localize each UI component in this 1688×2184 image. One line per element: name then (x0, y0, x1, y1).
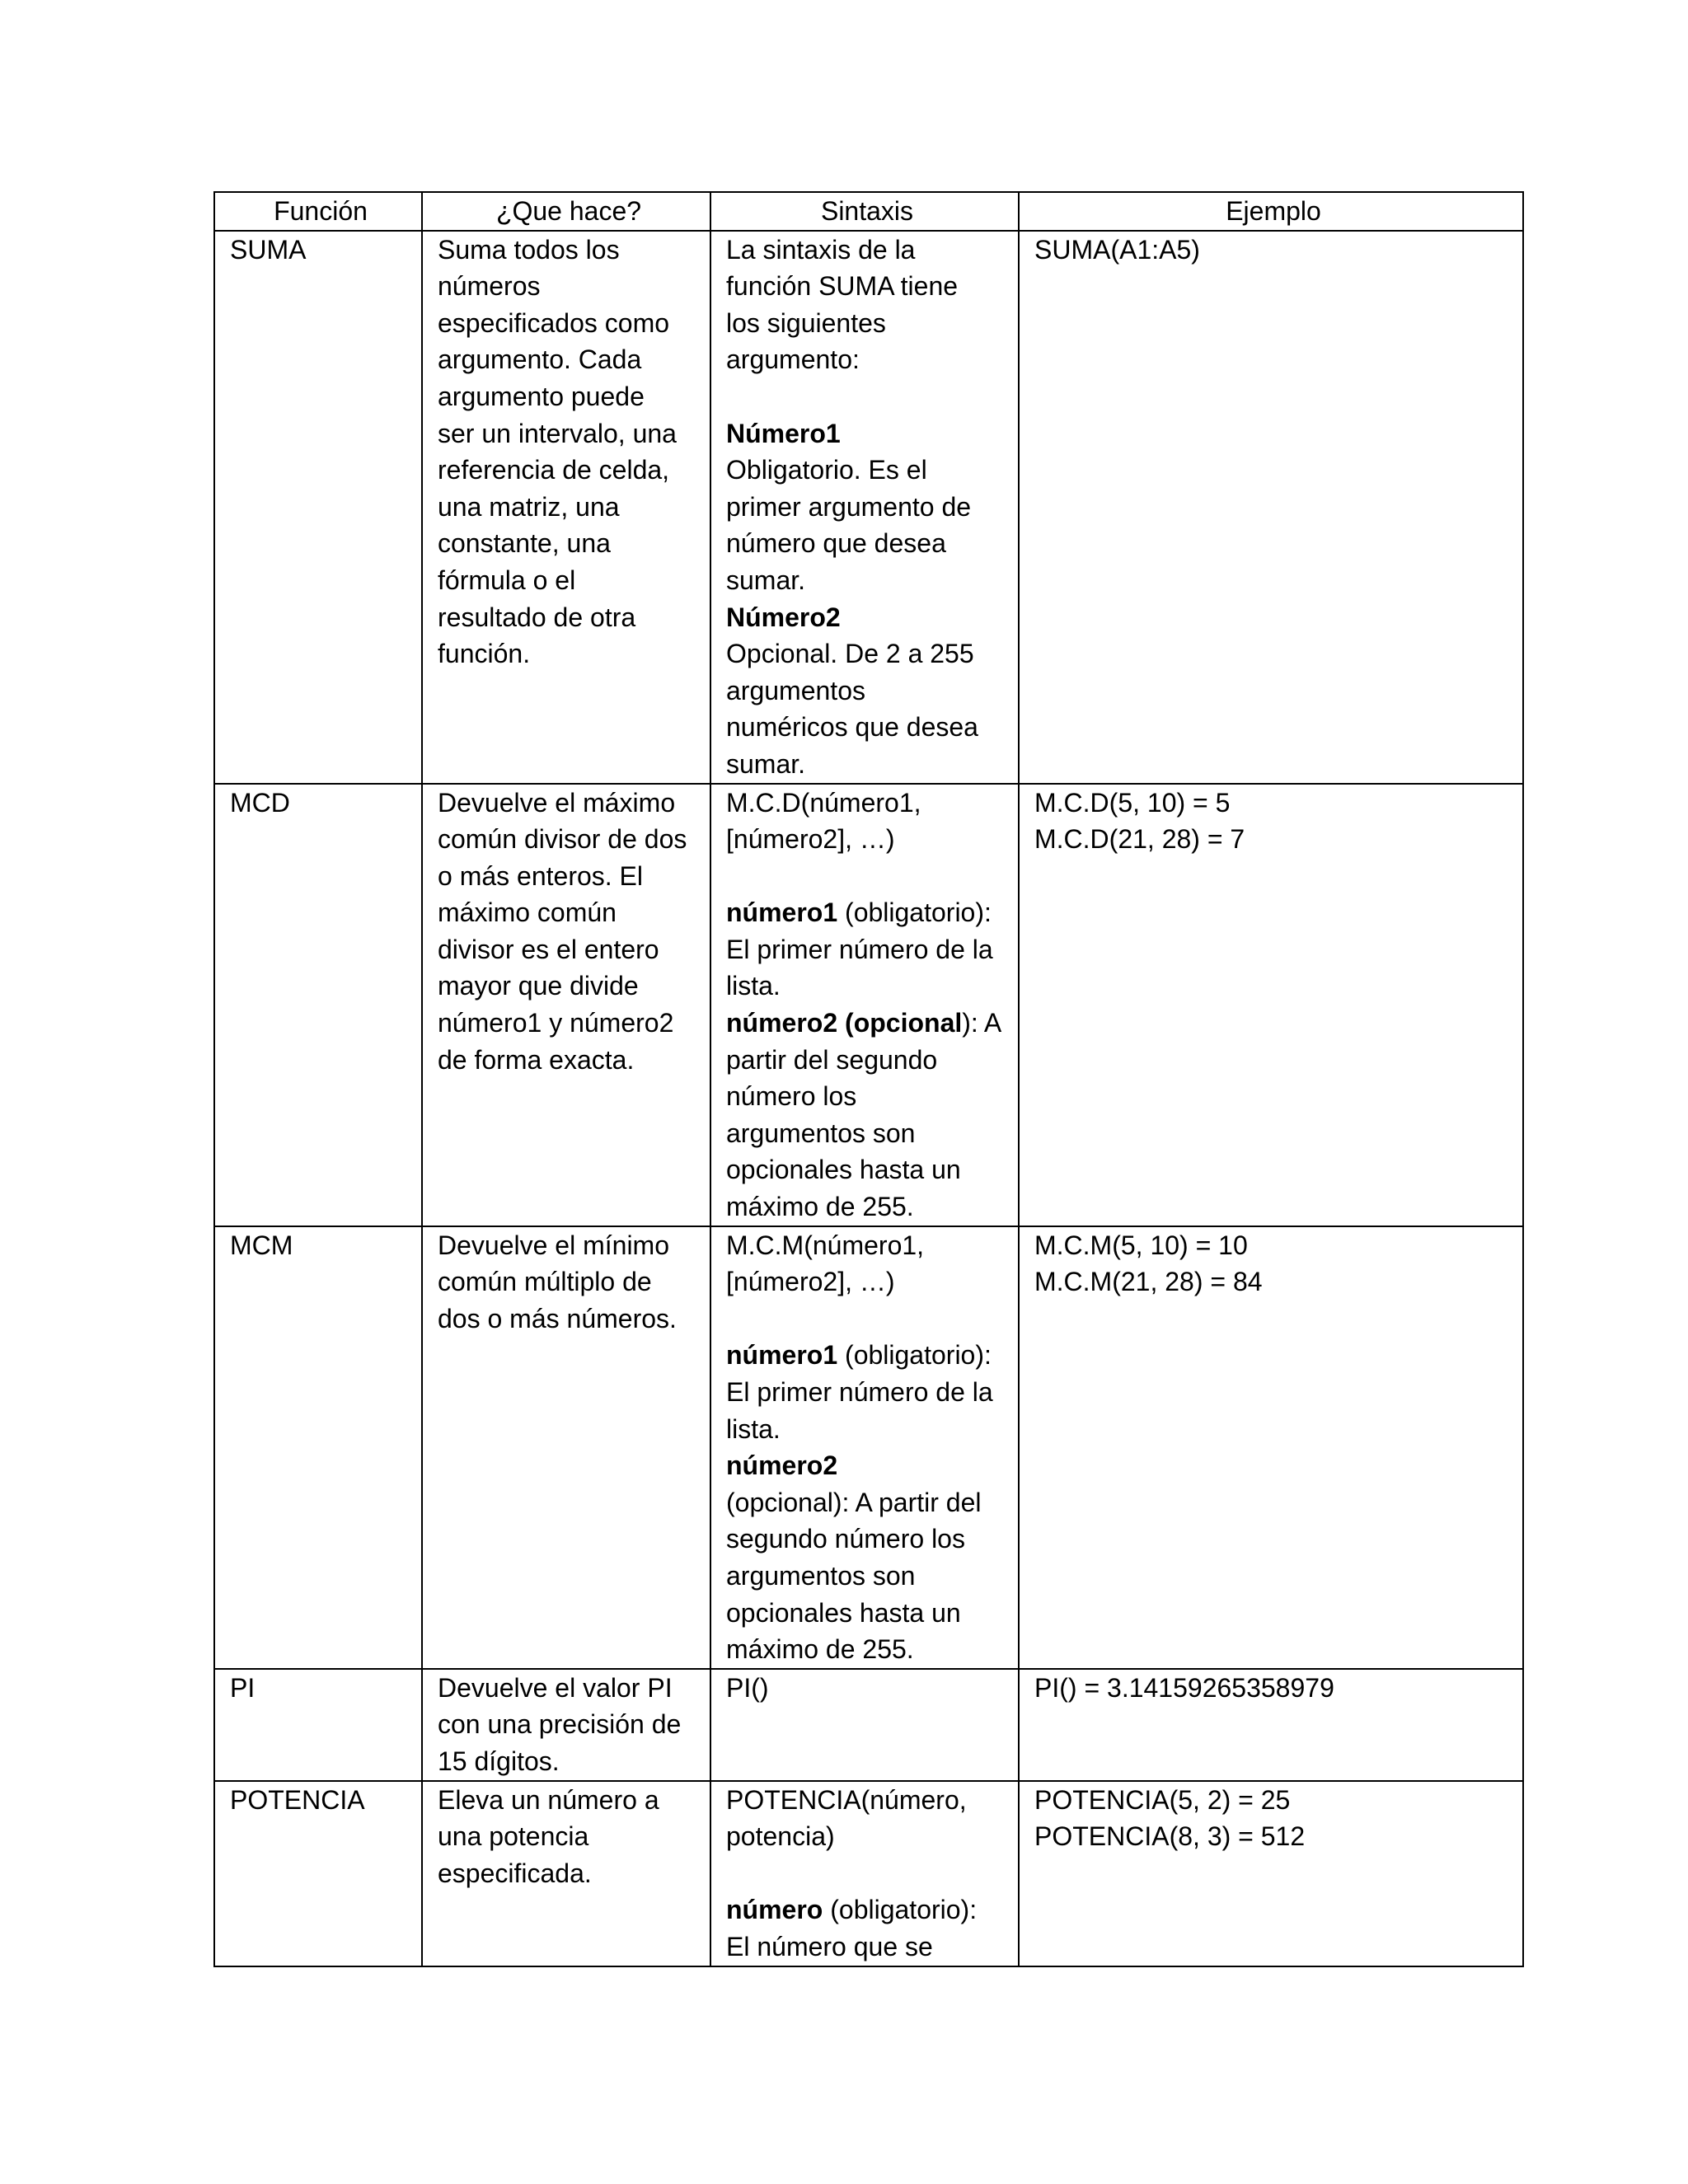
table-row (214, 1669, 1523, 1781)
cell-funcion: POTENCIA (214, 1781, 422, 1966)
cell-ejemplo: PI() = 3.14159265358979 (1019, 1669, 1523, 1781)
arg2-name: Número2 (726, 602, 841, 632)
sintaxis-formula: POTENCIA(número, potencia) (726, 1784, 967, 1852)
arg2-name: número2 (726, 1451, 838, 1481)
header-ejemplo: Ejemplo (1019, 192, 1523, 231)
arg1-desc: Obligatorio. Es el primer argumento de número que desea sumar. (726, 455, 972, 595)
table-row (214, 784, 1523, 1226)
table-header-row (214, 192, 1523, 231)
sintaxis-formula: M.C.D(número1, [número2], …) (726, 787, 921, 855)
arg1-desc: (obligatorio): El primer número de la lista. (726, 1340, 993, 1444)
arg1-desc: (obligatorio): El número que se (726, 1895, 978, 1961)
table-row (214, 1781, 1523, 1966)
cell-sintaxis (710, 231, 1019, 784)
arg1-name: número (726, 1895, 823, 1925)
arg1-name: número1 (726, 1340, 838, 1371)
cell-sintaxis (710, 784, 1019, 1226)
arg1-desc: (obligatorio): El primer número de la lista. (726, 898, 993, 1001)
functions-table (213, 191, 1524, 1967)
header-funcion: Función (214, 192, 422, 231)
arg2-name: número2 (opcional (726, 1008, 963, 1038)
cell-sintaxis: PI() (710, 1669, 1019, 1781)
sintaxis-intro: La sintaxis de la función SUMA tiene los siguientes argumento: (726, 234, 959, 375)
header-que-hace: ¿Que hace? (422, 192, 710, 231)
arg2-desc: Opcional. De 2 a 255 argumentos numéricos que desea sumar. (726, 639, 978, 779)
cell-que-hace: Devuelve el valor PI con una precisión de 15 dígitos. (422, 1669, 710, 1781)
arg1-block (726, 1891, 1008, 1965)
arg1-block (726, 894, 1008, 1005)
table-row (214, 1226, 1523, 1669)
cell-funcion: MCM (214, 1226, 422, 1669)
cell-que-hace: Devuelve el máximo común divisor de dos o más enteros. El máximo común divisor es el entero mayor que divide número1 y número2 de forma exacta. (422, 784, 710, 1226)
cell-funcion: SUMA (214, 231, 422, 784)
arg2-desc: (opcional): A partir del segundo número los argumentos son opcionales hasta un máximo de 255. (726, 1487, 982, 1665)
cell-sintaxis (710, 1226, 1019, 1669)
cell-funcion: PI (214, 1669, 422, 1781)
header-sintaxis: Sintaxis (710, 192, 1019, 231)
arg2-desc: ): A partir del segundo número los argumentos son opcionales hasta un máximo de 255. (726, 1008, 1002, 1222)
cell-que-hace: Devuelve el mínimo común múltiplo de dos o más números. (422, 1226, 710, 1669)
cell-que-hace: Eleva un número a una potencia especificada. (422, 1781, 710, 1966)
sintaxis-formula: M.C.M(número1, [número2], …) (726, 1230, 925, 1297)
arg2-block (726, 1447, 1008, 1668)
cell-que-hace: Suma todos los números especificados como argumento. Cada argumento puede ser un intervalo, una referencia de celda, una matriz, una constante, una fórmula o el resultado de otra función. (422, 231, 710, 784)
arg1-name: número1 (726, 898, 838, 928)
cell-funcion: MCD (214, 784, 422, 1226)
arg1-block (726, 1337, 1008, 1447)
table-row (214, 231, 1523, 784)
cell-sintaxis (710, 1781, 1019, 1966)
cell-ejemplo: M.C.D(5, 10) = 5 M.C.D(21, 28) = 7 (1019, 784, 1523, 1226)
arg1-name: Número1 (726, 418, 841, 448)
arg2-block (726, 1005, 1008, 1226)
cell-ejemplo: POTENCIA(5, 2) = 25 POTENCIA(8, 3) = 512 (1019, 1781, 1523, 1966)
cell-ejemplo: M.C.M(5, 10) = 10 M.C.M(21, 28) = 84 (1019, 1226, 1523, 1669)
cell-ejemplo: SUMA(A1:A5) (1019, 231, 1523, 784)
